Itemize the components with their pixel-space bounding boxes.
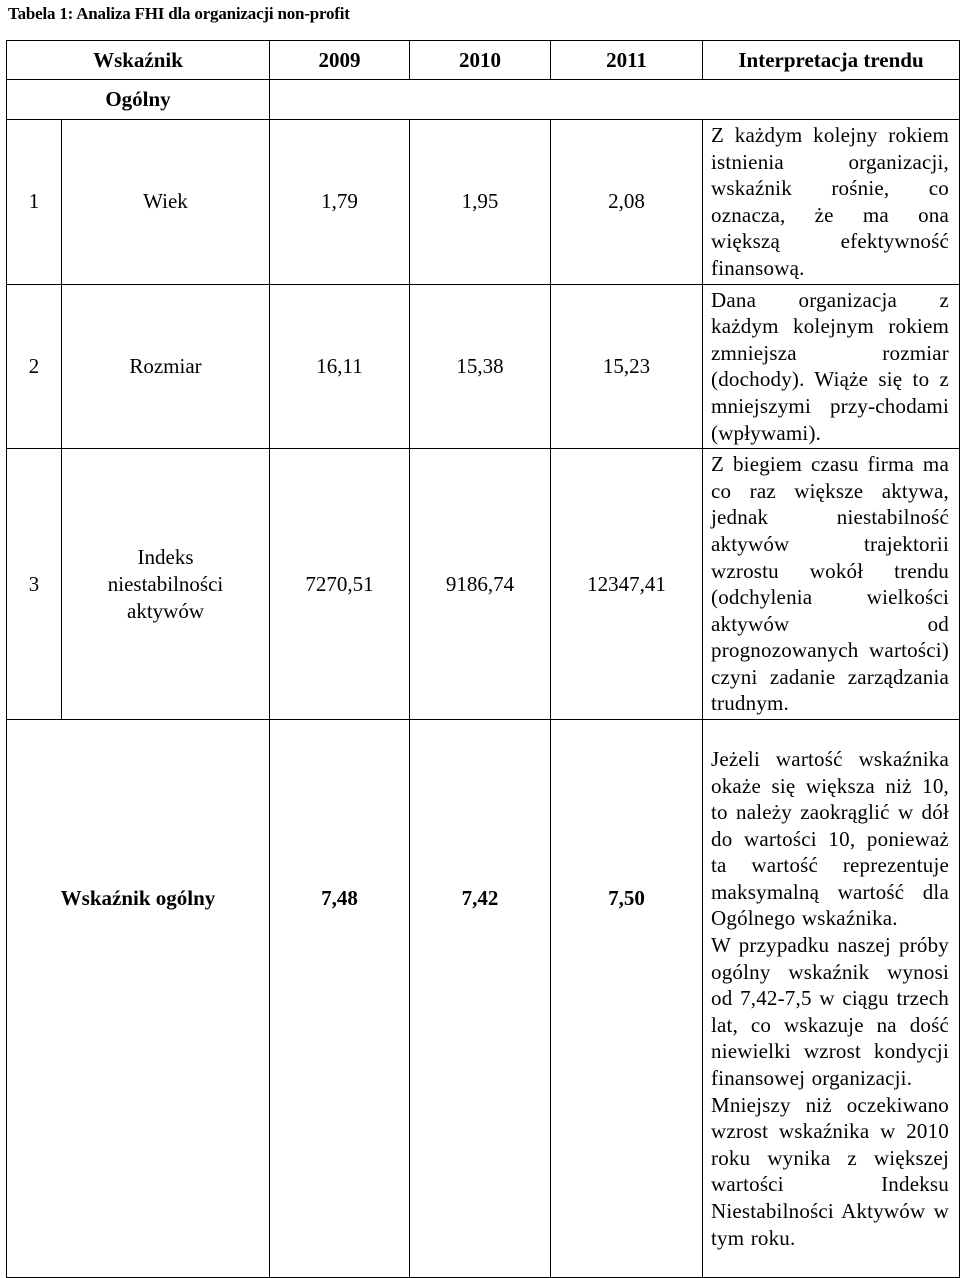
row-number: 3 [7, 449, 62, 720]
header-2010: 2010 [410, 41, 551, 80]
section-label: Ogólny [7, 80, 270, 120]
value-2011: 12347,41 [551, 449, 703, 720]
indicator-name-line: aktywów [127, 598, 204, 623]
value-2009: 16,11 [270, 284, 410, 449]
value-2009: 7270,51 [270, 449, 410, 720]
table-caption: Tabela 1: Analiza FHI dla organizacji non-profit [8, 4, 350, 23]
value-2010: 9186,74 [410, 449, 551, 720]
section-row [7, 80, 960, 120]
overall-interpretation [703, 720, 960, 1278]
header-2009: 2009 [270, 41, 410, 80]
overall-value-2011: 7,50 [551, 720, 703, 1278]
indicator-name-line: Indeks [137, 544, 194, 569]
header-indicator: Wskaźnik [7, 41, 270, 80]
table-row [7, 449, 960, 720]
indicator-name [62, 449, 270, 720]
row-number: 2 [7, 284, 62, 449]
value-2011: 15,23 [551, 284, 703, 449]
trend-interpretation: Dana organizacja z każdym kolejnym rokiem zmniejsza rozmiar (dochody). Wiąże się to z mniejszymi przy-chodami (wpływami). [703, 284, 960, 449]
interpretation-paragraph: Jeżeli wartość wskaźnika okaże się większa niż 10, to należy zaokrąglić w dół do wartości 10, ponieważ ta wartość reprezentuje maksymalną wartość dla Ogólnego wskaźnika. [711, 746, 949, 931]
header-interpretation: Interpretacja trendu [703, 41, 960, 80]
overall-value-2010: 7,42 [410, 720, 551, 1278]
header-row [7, 41, 960, 80]
indicator-name: Rozmiar [62, 284, 270, 449]
table-row [7, 284, 960, 449]
overall-indicator-name: Wskaźnik ogólny [7, 720, 270, 1278]
interpretation-paragraph: Mniejszy niż oczekiwano wzrost wskaźnika w 2010 roku wynika z większej wartości Indeksu Niestabilności Aktywów w tym roku. [711, 1092, 949, 1250]
trend-interpretation: Z każdym kolejny rokiem istnienia organizacji, wskaźnik rośnie, co oznacza, że ma ona większą efektywność finansową. [703, 120, 960, 285]
trend-interpretation: Z biegiem czasu firma ma co raz większe aktywa, jednak niestabilność aktywów trajektorii wzrostu wokół trendu (odchylenia wielkości aktywów od prognozowanych wartości) czyni zadanie zarządzania trudnym. [703, 449, 960, 720]
overall-value-2009: 7,48 [270, 720, 410, 1278]
section-empty-cell [270, 80, 960, 120]
header-2011: 2011 [551, 41, 703, 80]
indicator-name-line: niestabilności [107, 571, 224, 596]
table-row [7, 120, 960, 285]
value-2010: 15,38 [410, 284, 551, 449]
row-number: 1 [7, 120, 62, 285]
fhi-table [6, 40, 960, 1278]
indicator-name: Wiek [62, 120, 270, 285]
value-2011: 2,08 [551, 120, 703, 285]
interpretation-paragraph: W przypadku naszej próby ogólny wskaźnik wynosi od 7,42-7,5 w ciągu trzech lat, co wskazuje na dość niewielki wzrost kondycji finansowej organizacji. [711, 933, 949, 1091]
overall-row [7, 720, 960, 1278]
value-2009: 1,79 [270, 120, 410, 285]
value-2010: 1,95 [410, 120, 551, 285]
